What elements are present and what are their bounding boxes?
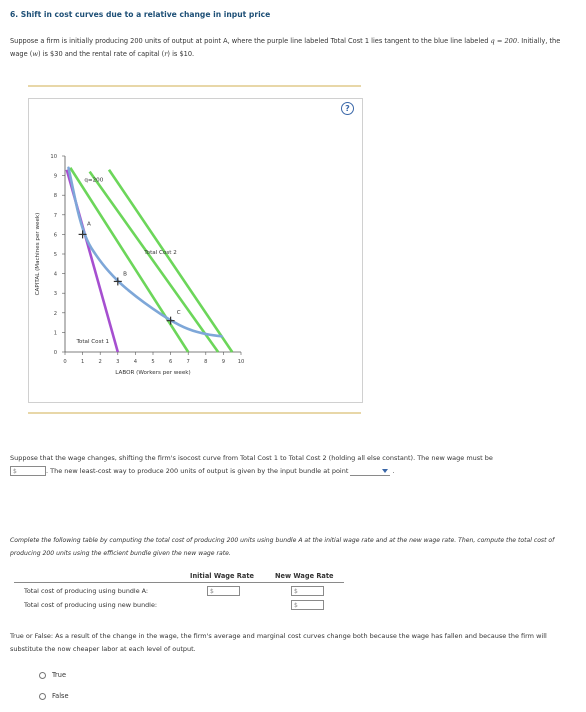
- y-tick-label: 7: [53, 212, 57, 219]
- point-select-dropdown[interactable]: [350, 466, 390, 476]
- part4-statement: True or False: As a result of the change in the wage, the firm's average and marginal cost curves change both because the wage has fallen and because the firm will substitute the now cheaper labor at each level of output.: [10, 632, 547, 653]
- intro-text-4: ) is $10.: [167, 50, 195, 58]
- intro-text-1: Suppose a firm is initially producing 200 units of output at point A, where the purple line labeled Total Cost 1 lies tangent to the blue line labeled: [10, 37, 489, 45]
- y-tick-label: 9: [53, 173, 57, 180]
- part2-text-1: Suppose that the wage changes, shifting the firm's isocost curve from Total Cost 1 to Total Cost 2 (holding all else constant). The new wage must be: [10, 454, 493, 462]
- part3-instructions: Complete the following table by computing the total cost of producing 200 units using bundle A at the initial wage rate and at the new wage rate. Then, compute the total cost of producing 200 units using the efficient bundle given the new wage rate.: [10, 537, 555, 557]
- x-tick-label: 2: [98, 359, 102, 365]
- y-axis-label: CAPITAL (Machines per week): [35, 212, 41, 296]
- y-tick-label: 1: [53, 330, 57, 337]
- x-tick-label: 4: [133, 359, 138, 365]
- col-header-new: New Wage Rate: [275, 572, 334, 580]
- intro-w-symbol: w: [32, 50, 39, 58]
- point-label: B: [123, 271, 127, 278]
- point-label: A: [87, 221, 91, 228]
- input-bundle-a-initial[interactable]: $: [207, 586, 240, 596]
- total-cost-1-label: Total Cost 1: [76, 339, 110, 346]
- y-tick-label: 0: [53, 350, 57, 356]
- intro-text-2: . Initially, the wage (: [10, 37, 561, 58]
- new-wage-input[interactable]: $: [10, 466, 46, 476]
- intro-q-value: q = 200: [490, 37, 518, 45]
- input-bundle-a-new[interactable]: $: [291, 586, 324, 596]
- radio-false[interactable]: [39, 692, 69, 700]
- total-cost-2-label: Total Cost 2: [144, 250, 177, 256]
- x-tick-label: 7: [186, 359, 190, 365]
- question-intro: [10, 35, 570, 61]
- y-tick-label: 6: [53, 232, 57, 239]
- radio-false-label: False: [52, 692, 69, 700]
- intro-text-3: ) is $30 and the rental rate of capital (: [38, 50, 165, 58]
- x-tick-label: 0: [63, 359, 67, 365]
- help-icon[interactable]: ?: [341, 102, 354, 115]
- x-tick-label: 3: [116, 359, 120, 365]
- radio-true-label: True: [52, 671, 67, 679]
- y-tick-label: 2: [53, 310, 57, 317]
- graph-panel[interactable]: [28, 98, 363, 403]
- isocost-chart[interactable]: [29, 99, 362, 402]
- part2-question: [10, 452, 580, 478]
- row-label-bundle-a: Total cost of producing using bundle A:: [24, 587, 149, 595]
- point-label: C: [176, 309, 181, 316]
- input-new-bundle-new[interactable]: $: [291, 600, 324, 610]
- row-label-new-bundle: Total cost of producing using new bundle:: [24, 601, 158, 609]
- x-tick-label: 1: [80, 359, 85, 365]
- radio-circle[interactable]: [39, 672, 46, 679]
- x-tick-label: 9: [221, 359, 226, 365]
- intro-r-symbol: r: [164, 50, 168, 58]
- divider-top: [28, 85, 361, 87]
- x-tick-label: 10: [237, 359, 245, 365]
- y-tick-label: 10: [50, 154, 57, 160]
- x-axis-label: LABOR (Workers per week): [115, 370, 191, 376]
- x-tick-label: 8: [204, 359, 208, 365]
- isoquant-label: q=200: [84, 177, 104, 184]
- y-tick-label: 8: [53, 193, 57, 200]
- divider-bottom: [28, 412, 361, 414]
- radio-circle[interactable]: [39, 693, 46, 700]
- col-header-initial: Initial Wage Rate: [190, 572, 254, 580]
- x-tick-label: 5: [151, 359, 155, 365]
- chevron-down-icon: [382, 469, 388, 473]
- y-tick-label: 5: [53, 252, 57, 258]
- question-title: 6. Shift in cost curves due to a relative change in input price: [10, 10, 271, 19]
- table-header-rule: [14, 582, 344, 583]
- part2-text-2: . The new least-cost way to produce 200 units of output is given by the input bundle at point: [46, 467, 349, 475]
- y-tick-label: 3: [53, 291, 57, 298]
- y-tick-label: 4: [53, 271, 57, 278]
- radio-true[interactable]: [39, 671, 66, 679]
- part2-text-3: .: [392, 467, 395, 475]
- x-tick-label: 6: [168, 359, 173, 365]
